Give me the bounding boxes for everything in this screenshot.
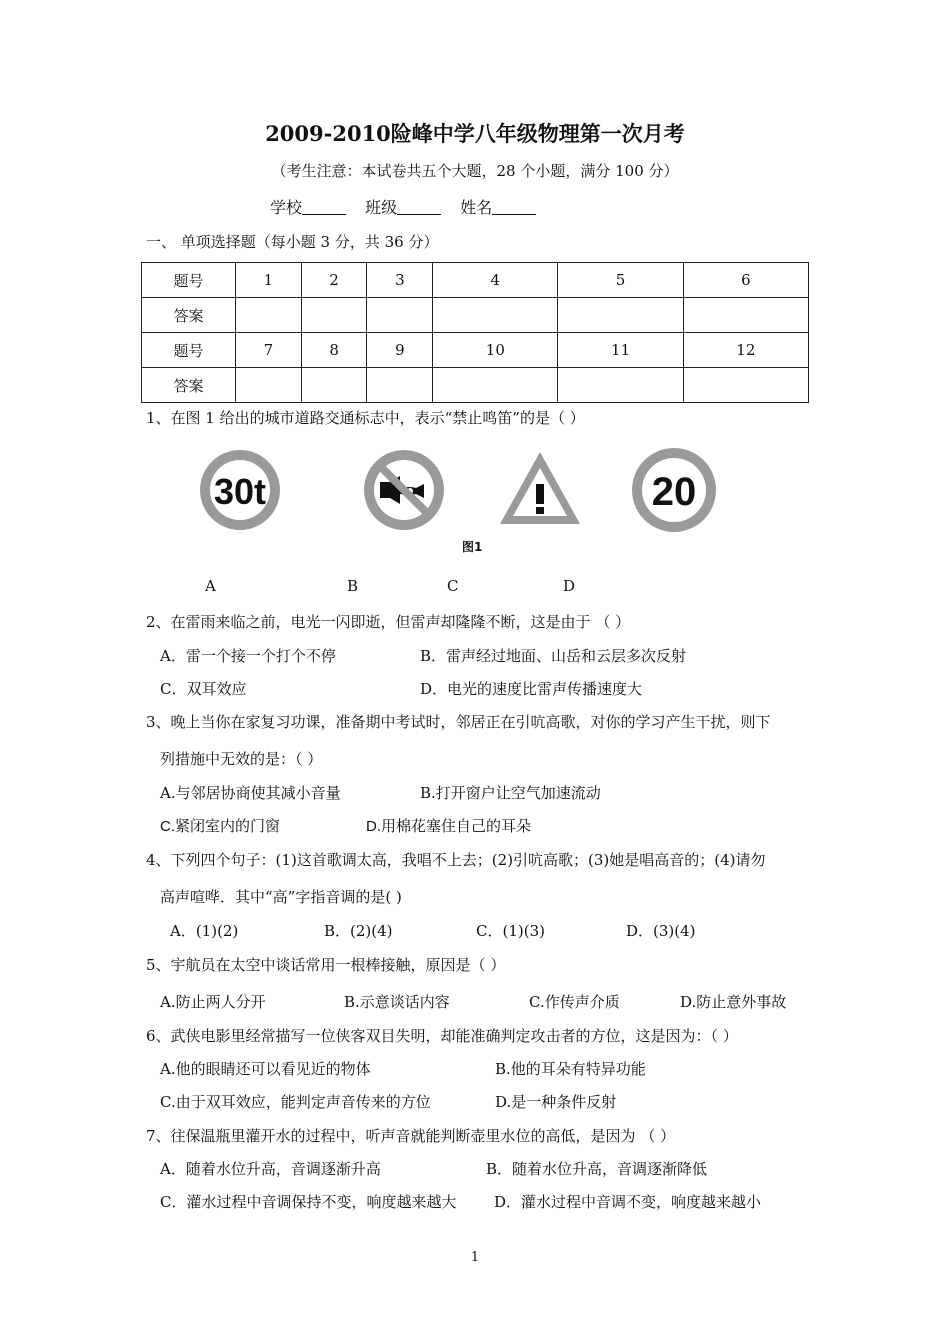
name-label: 姓名	[460, 198, 493, 217]
answer-cell[interactable]	[683, 298, 808, 333]
table-cell: 3	[367, 263, 433, 298]
answer-cell[interactable]	[433, 368, 558, 403]
question-3-option-d[interactable]: D.用棉花塞住自己的耳朵	[366, 818, 532, 835]
sign-label-c: C	[447, 577, 459, 595]
row-label-number: 题号	[142, 333, 236, 368]
question-4-option-a[interactable]: A．(1)(2)	[170, 922, 239, 940]
answer-cell[interactable]	[301, 368, 367, 403]
section-heading: 一、 单项选择题（每小题 3 分，共 36 分）	[146, 233, 439, 251]
sign-label-b: B	[347, 577, 359, 595]
sign-a-text: 30t	[213, 471, 267, 512]
question-4-stem-cont: 高声喧哗．其中“高”字指音调的是( )	[160, 888, 402, 906]
row-label-number: 题号	[142, 263, 236, 298]
question-4-option-b[interactable]: B．(2)(4)	[324, 922, 393, 940]
question-5-option-c[interactable]: C.作传声介质	[529, 993, 620, 1011]
table-cell: 9	[367, 333, 433, 368]
answer-cell[interactable]	[236, 298, 302, 333]
question-2-option-c[interactable]: C．双耳效应	[160, 680, 247, 698]
question-3-stem: 3、晚上当你在家复习功课，准备期中考试时，邻居正在引吭高歌，对你的学习产生干扰，则下	[146, 713, 771, 731]
figure-caption: 图1	[462, 540, 483, 554]
student-info-fields	[270, 195, 550, 218]
question-7-option-d[interactable]: D．灌水过程中音调不变，响度越来越小	[494, 1193, 762, 1211]
answer-cell[interactable]	[558, 368, 683, 403]
question-4-stem: 4、下列四个句子：(1)这首歌调太高，我唱不上去；(2)引吭高歌；(3)她是唱高音的；(4)请勿	[146, 851, 766, 869]
question-1-stem: 1、在图 1 给出的城市道路交通标志中，表示“禁止鸣笛”的是（ ）	[146, 409, 585, 427]
warning-sign-icon	[500, 452, 580, 524]
table-cell: 2	[301, 263, 367, 298]
row-label-answer: 答案	[142, 298, 236, 333]
question-6-option-a[interactable]: A.他的眼睛还可以看见近的物体	[160, 1060, 371, 1078]
exam-title: 2009-2010险峰中学八年级物理第一次月考	[265, 121, 685, 146]
question-5-stem: 5、宇航员在太空中谈话常用一根棒接触，原因是（ ）	[146, 956, 506, 974]
answer-table	[141, 262, 809, 403]
question-4-option-d[interactable]: D．(3)(4)	[626, 922, 696, 940]
weight-limit-sign-icon	[200, 450, 280, 530]
question-2-option-d[interactable]: D．电光的速度比雷声传播速度大	[420, 680, 643, 698]
question-5-option-a[interactable]: A.防止两人分开	[160, 993, 266, 1011]
question-2-stem: 2、在雷雨来临之前，电光一闪即逝，但雷声却隆隆不断，这是由于 （ ）	[146, 613, 631, 631]
question-7-option-a[interactable]: A．随着水位升高，音调逐渐升高	[160, 1160, 381, 1178]
answer-cell[interactable]	[367, 298, 433, 333]
question-6-stem: 6、武侠电影里经常描写一位侠客双目失明，却能准确判定攻击者的方位，这是因为：（ ）	[146, 1027, 738, 1045]
question-7-option-b[interactable]: B．随着水位升高，音调逐渐降低	[486, 1160, 708, 1178]
question-7-stem: 7、往保温瓶里灌开水的过程中，听声音就能判断壶里水位的高低，是因为 （ ）	[146, 1127, 676, 1145]
table-cell: 12	[683, 333, 808, 368]
question-3-option-c[interactable]: C.紧闭室内的门窗	[160, 818, 281, 835]
table-cell: 4	[433, 263, 558, 298]
answer-cell[interactable]	[301, 298, 367, 333]
no-horn-sign-icon	[364, 450, 444, 530]
sign-d-text: 20	[651, 470, 697, 514]
question-2-option-b[interactable]: B．雷声经过地面、山岳和云层多次反射	[420, 647, 687, 665]
table-cell: 11	[558, 333, 683, 368]
page-number: 1	[470, 1250, 480, 1265]
question-5-option-b[interactable]: B.示意谈话内容	[344, 993, 450, 1011]
answer-cell[interactable]	[683, 368, 808, 403]
question-6-option-b[interactable]: B.他的耳朵有特异功能	[495, 1060, 646, 1078]
answer-cell[interactable]	[236, 368, 302, 403]
question-3-option-b[interactable]: B.打开窗户让空气加速流动	[420, 784, 601, 802]
answer-cell[interactable]	[433, 298, 558, 333]
question-3-option-a[interactable]: A.与邻居协商使其减小音量	[160, 784, 341, 802]
sign-label-a: A	[205, 577, 216, 595]
class-label: 班级	[365, 198, 398, 217]
question-3-stem-cont: 列措施中无效的是：（ ）	[160, 750, 323, 768]
name-blank[interactable]	[492, 200, 536, 215]
exam-notice: （考生注意：本试卷共五个大题，28 个小题，满分 100 分）	[271, 162, 679, 180]
class-blank[interactable]	[397, 200, 441, 215]
question-2-option-a[interactable]: A．雷一个接一个打个不停	[160, 647, 336, 665]
table-row	[142, 333, 809, 368]
traffic-signs-figure	[196, 448, 736, 532]
table-row	[142, 298, 809, 333]
table-cell: 6	[683, 263, 808, 298]
answer-cell[interactable]	[558, 298, 683, 333]
question-5-option-d[interactable]: D.防止意外事故	[680, 993, 787, 1011]
question-7-option-c[interactable]: C．灌水过程中音调保持不变，响度越来越大	[160, 1193, 457, 1211]
row-label-answer: 答案	[142, 368, 236, 403]
question-6-option-c[interactable]: C.由于双耳效应，能判定声音传来的方位	[160, 1093, 431, 1111]
table-cell: 1	[236, 263, 302, 298]
school-label: 学校	[270, 198, 303, 217]
table-row	[142, 368, 809, 403]
table-row	[142, 263, 809, 298]
question-4-option-c[interactable]: C．(1)(3)	[476, 922, 545, 940]
speed-limit-sign-icon	[632, 448, 716, 532]
sign-label-d: D	[563, 577, 576, 595]
answer-cell[interactable]	[367, 368, 433, 403]
school-blank[interactable]	[302, 200, 346, 215]
table-cell: 7	[236, 333, 302, 368]
table-cell: 10	[433, 333, 558, 368]
table-cell: 5	[558, 263, 683, 298]
table-cell: 8	[301, 333, 367, 368]
question-6-option-d[interactable]: D.是一种条件反射	[495, 1093, 617, 1111]
